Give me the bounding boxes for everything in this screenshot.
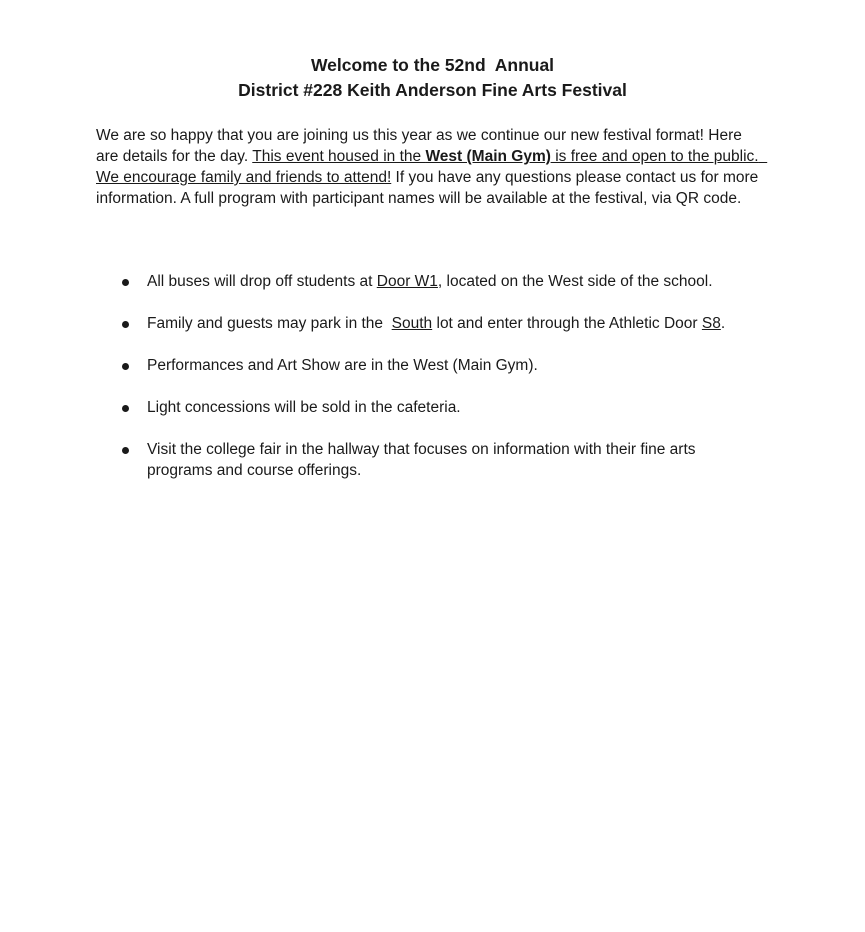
bullet-icon [122, 405, 129, 412]
intro-underlined-1: This event housed in the [252, 148, 426, 165]
details-list [0, 271, 865, 502]
bullet-icon [122, 321, 129, 328]
title-line-2: District #228 Keith Anderson Fine Arts Festival [238, 80, 627, 100]
list-item-parking [0, 313, 732, 334]
door-w1-label: Door W1 [376, 273, 438, 290]
bullet-icon [122, 447, 129, 454]
list-item-buses [0, 271, 732, 292]
intro-underlined-2: is free and open to the public. We encourage family and friends to attend! [96, 148, 768, 186]
item-text: Performances and Art Show are in the West (Main Gym). [147, 357, 538, 374]
item-text: Light concessions will be sold in the cafeteria. [147, 399, 461, 416]
list-item-concessions [0, 397, 732, 418]
intro-text-2: If you have any questions please contact us for more information. A full program with participant names will be available at the festival, via QR code. [96, 169, 759, 207]
intro-text-1: We are so happy that you are joining us this year as we continue our new festival format! Here are details for the day. [96, 127, 742, 165]
title-line-1: Welcome to the 52nd Annual [310, 55, 555, 75]
item-text: All buses will drop off students at [147, 273, 377, 290]
intro-underlined-bold: West (Main Gym) [425, 148, 551, 165]
bullet-icon [122, 363, 129, 370]
door-s8-label: S8 [701, 315, 721, 332]
south-lot-label: South [391, 315, 433, 332]
intro-paragraph [96, 125, 768, 209]
item-text-post: . [720, 315, 726, 332]
document-title [0, 53, 865, 103]
item-text: Visit the college fair in the hallway that focuses on information with their fine arts programs and course offerings. [147, 441, 696, 479]
list-item-performances [0, 355, 732, 376]
bullet-icon [122, 279, 129, 286]
item-text-post: , located on the West side of the school. [437, 273, 713, 290]
item-text-mid: lot and enter through the Athletic Door [432, 315, 702, 332]
list-item-college-fair [0, 439, 732, 481]
item-text: Family and guests may park in the [147, 315, 392, 332]
